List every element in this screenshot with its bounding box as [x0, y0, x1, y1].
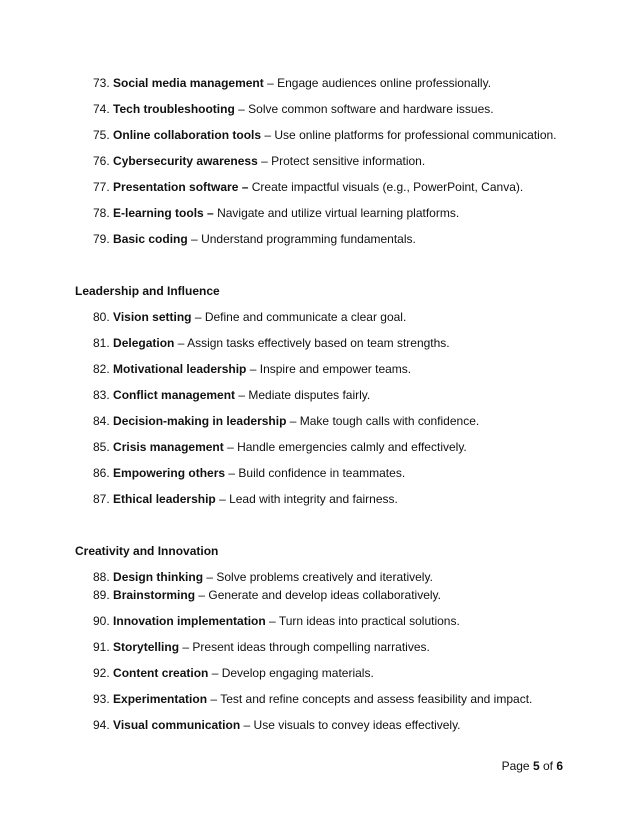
item-description: Use online platforms for professional communication.	[274, 128, 557, 142]
list-item	[93, 491, 398, 507]
item-term: Innovation implementation	[113, 614, 266, 628]
item-separator: –	[195, 588, 209, 602]
item-term: Design thinking	[113, 570, 204, 584]
list-item	[93, 179, 523, 195]
page-number	[502, 758, 563, 774]
item-description: Test and refine concepts and assess feasibility and impact.	[220, 692, 533, 706]
item-term: E-learning tools –	[113, 206, 214, 220]
item-number: 89.	[93, 588, 110, 602]
item-description: Inspire and empower teams.	[259, 362, 412, 376]
item-term: Delegation	[113, 336, 175, 350]
item-term: Basic coding	[113, 232, 188, 246]
item-description: Make tough calls with confidence.	[299, 414, 480, 428]
item-number: 84.	[93, 414, 110, 428]
item-number: 73.	[93, 76, 110, 90]
item-description: Use visuals to convey ideas effectively.	[253, 718, 461, 732]
item-description: Mediate disputes fairly.	[248, 388, 371, 402]
item-number: 90.	[93, 614, 110, 628]
item-description: Turn ideas into practical solutions.	[278, 614, 460, 628]
item-separator: –	[191, 310, 205, 324]
item-number: 87.	[93, 492, 110, 506]
item-term: Visual communication	[113, 718, 241, 732]
item-number: 75.	[93, 128, 110, 142]
list-item	[93, 569, 433, 585]
item-number: 76.	[93, 154, 110, 168]
item-separator: –	[179, 640, 193, 654]
item-separator: –	[215, 492, 230, 506]
item-term: Brainstorming	[113, 588, 196, 602]
list-item	[93, 691, 532, 707]
list-item	[93, 205, 459, 221]
list-item	[93, 231, 416, 247]
item-separator: –	[246, 362, 260, 376]
item-separator: –	[261, 128, 275, 142]
item-number: 80.	[93, 310, 110, 324]
item-separator: –	[286, 414, 300, 428]
list-item	[93, 361, 411, 377]
item-number: 78.	[93, 206, 110, 220]
page-number-prefix: Page	[501, 759, 533, 773]
list-item	[93, 613, 460, 629]
item-description: Define and communicate a clear goal.	[204, 310, 407, 324]
item-separator: –	[207, 692, 221, 706]
item-term: Decision-making in leadership	[113, 414, 287, 428]
page-number-total: 6	[556, 759, 563, 773]
item-term: Vision setting	[113, 310, 192, 324]
item-separator: –	[234, 102, 249, 116]
item-description: Protect sensitive information.	[271, 154, 426, 168]
item-description: Generate and develop ideas collaboratively.	[208, 588, 441, 602]
list-item	[93, 639, 430, 655]
item-number: 77.	[93, 180, 110, 194]
list-item	[93, 439, 467, 455]
item-description: Engage audiences online professionally.	[277, 76, 492, 90]
item-number: 83.	[93, 388, 110, 402]
item-separator: –	[174, 336, 188, 350]
item-term: Cybersecurity awareness	[113, 154, 258, 168]
item-term: Presentation software –	[113, 180, 249, 194]
item-term: Crisis management	[113, 440, 224, 454]
page-number-current: 5	[532, 759, 540, 773]
page-number-middle: of	[539, 759, 557, 773]
item-description: Develop engaging materials.	[221, 666, 374, 680]
item-description: Solve problems creatively and iteratively.	[216, 570, 433, 584]
item-term: Experimentation	[113, 692, 208, 706]
item-term: Tech troubleshooting	[113, 102, 235, 116]
item-separator: –	[187, 232, 202, 246]
list-item	[93, 587, 441, 603]
item-separator: –	[223, 440, 238, 454]
item-number: 82.	[93, 362, 110, 376]
item-number: 94.	[93, 718, 110, 732]
item-term: Content creation	[113, 666, 209, 680]
list-item	[93, 309, 406, 325]
item-number: 93.	[93, 692, 110, 706]
section-heading: Leadership and Influence	[75, 284, 220, 298]
item-number: 81.	[93, 336, 110, 350]
item-separator: –	[208, 666, 222, 680]
list-item	[93, 465, 405, 481]
list-item	[93, 335, 450, 351]
item-description: Present ideas through compelling narratives.	[192, 640, 430, 654]
item-description: Navigate and utilize virtual learning platforms.	[217, 206, 460, 220]
list-item	[93, 717, 461, 733]
item-term: Ethical leadership	[113, 492, 216, 506]
item-separator: –	[240, 718, 254, 732]
item-description: Handle emergencies calmly and effectively.	[237, 440, 467, 454]
item-description: Understand programming fundamentals.	[201, 232, 416, 246]
list-item	[93, 387, 370, 403]
item-description: Create impactful visuals (e.g., PowerPoint, Canva).	[251, 180, 524, 194]
item-description: Assign tasks effectively based on team strengths.	[187, 336, 450, 350]
list-item	[93, 75, 491, 91]
item-separator: –	[235, 388, 249, 402]
item-term: Online collaboration tools	[113, 128, 262, 142]
item-separator: –	[257, 154, 272, 168]
section-heading: Creativity and Innovation	[75, 544, 219, 558]
list-item	[93, 101, 494, 117]
item-separator: –	[203, 570, 217, 584]
item-number: 91.	[93, 640, 110, 654]
list-item	[93, 153, 425, 169]
item-number: 88.	[93, 570, 110, 584]
item-description: Solve common software and hardware issues.	[248, 102, 494, 116]
item-term: Motivational leadership	[113, 362, 247, 376]
list-item	[93, 413, 479, 429]
item-number: 85.	[93, 440, 110, 454]
item-term: Empowering others	[113, 466, 226, 480]
item-separator: –	[263, 76, 278, 90]
item-description: Build confidence in teammates.	[238, 466, 406, 480]
item-term: Storytelling	[113, 640, 180, 654]
item-separator: –	[265, 614, 279, 628]
item-number: 92.	[93, 666, 110, 680]
item-term: Conflict management	[113, 388, 236, 402]
item-term: Social media management	[113, 76, 264, 90]
item-number: 74.	[93, 102, 110, 116]
item-number: 79.	[93, 232, 110, 246]
list-item	[93, 127, 557, 143]
item-number: 86.	[93, 466, 110, 480]
item-separator: –	[225, 466, 239, 480]
list-item	[93, 665, 374, 681]
item-description: Lead with integrity and fairness.	[229, 492, 398, 506]
